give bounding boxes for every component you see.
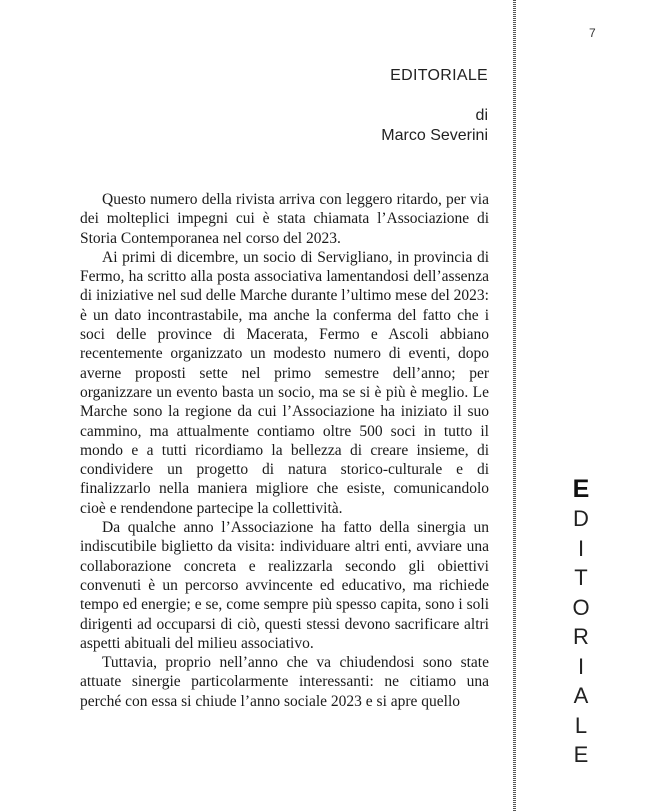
side-title-letter: T	[574, 565, 588, 590]
article-body	[80, 190, 489, 711]
paragraph: Da qualche anno l’Associazione ha fatto della sinergia un indiscutibile biglietto da visita: individuare altri enti, avviare una collaborazione concreta e realizzarla secondo gli obiettivi convenuti è un percorso avvincente ed educativo, ma richiede tempo ed energie; e se, come sempre più spesso capita, sono i soli dirigenti ad occuparsi di ciò, questi stessi devono sacrificare altri aspetti abituali del milieu associativo.	[80, 519, 489, 652]
vertical-section-title	[566, 474, 596, 770]
page-number: 7	[589, 26, 596, 40]
side-title-letter: O	[572, 594, 590, 620]
side-title-letter: E	[572, 475, 590, 503]
side-title-letter: I	[577, 653, 585, 679]
article-header	[381, 66, 488, 146]
margin-rule	[513, 0, 516, 812]
author-name: Marco Severini	[381, 127, 488, 144]
side-title-letter: E	[573, 742, 589, 767]
side-title-letter: R	[573, 624, 589, 649]
paragraph: Tuttavia, proprio nell’anno che va chiudendosi sono state attuate sinergie particolarmente interessanti: ne citiamo una perché con essa si chiude l’anno sociale 2023 e si apre quello	[80, 654, 489, 710]
side-title-letter: A	[573, 683, 589, 708]
paragraph: Ai primi di dicembre, un socio di Servigliano, in provincia di Fermo, ha scritto alla posta associativa lamentandosi dell’assenza di iniziative nel sud delle Marche durante l’ultimo mese del 2023: è un dato incontrastabile, ma anche la conferma del fatto che i soci delle province di Macerata, Fermo e Ascoli abbiano recentemente organizzato un modesto numero di eventi, dopo averne proposti sette nel primo semestre dell’anno; per organizzare un evento basta un socio, ma se si è più è meglio. Le Marche sono la regione da cui l’Associazione ha iniziato il suo cammino, ma attualmente contiamo oltre 500 soci in tutto il mondo e a tutti ricordiamo la bellezza di creare insieme, di condividere un progetto di natura storico-culturale e di finalizzarlo nella maniera migliore che esiste, comunicandolo cioè e rendendone partecipe la collettività.	[80, 248, 489, 517]
paragraph: Questo numero della rivista arriva con leggero ritardo, per via dei molteplici impegni cui è stata chiamata l’Associazione di Storia Contemporanea nel corso del 2023.	[80, 191, 489, 247]
side-title-letter: D	[573, 506, 589, 531]
byline-prefix: di	[475, 107, 488, 124]
section-title: EDITORIALE	[390, 67, 488, 84]
side-title-letter: L	[574, 712, 588, 738]
side-title-letter: I	[577, 535, 585, 561]
